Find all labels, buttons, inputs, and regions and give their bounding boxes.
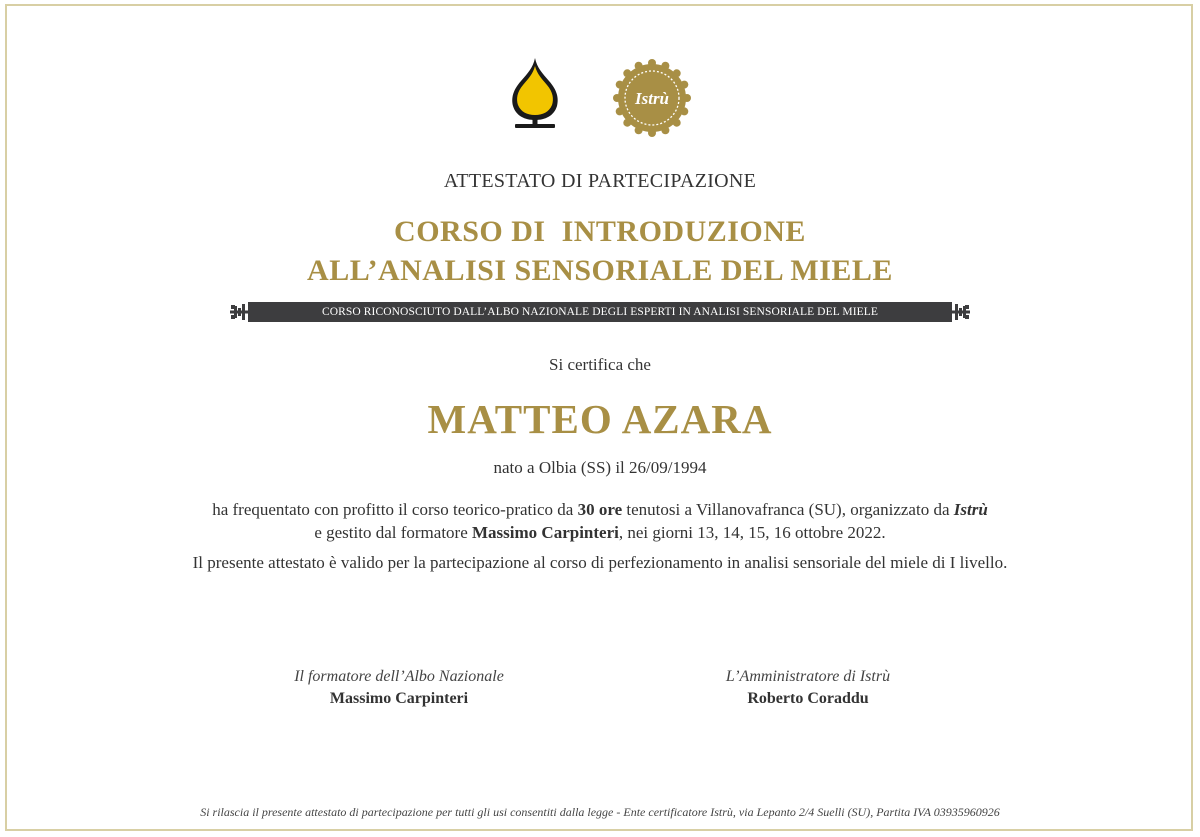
participant-name: MATTEO AZARA — [427, 396, 773, 442]
svg-text:Istrù: Istrù — [634, 89, 670, 108]
left-signature-role: Il formatore dell’Albo Nazionale — [294, 668, 504, 685]
course-title-line1: CORSO DI INTRODUZIONE — [394, 215, 806, 248]
right-signature-role: L’Amministratore di Istrù — [725, 668, 891, 685]
birth-info: nato a Olbia (SS) il 26/09/1994 — [493, 458, 707, 477]
drop-logo-icon — [507, 56, 563, 132]
certificate-subtitle: ATTESTATO DI PARTECIPAZIONE — [443, 170, 757, 192]
text-segment: e gestito dal formatore — [314, 523, 473, 542]
right-signature-name: Roberto Coraddu — [747, 690, 869, 707]
trainer-name: Massimo Carpinteri — [472, 523, 619, 542]
footer-legal-note: Si rilascia il presente attestato di partecipazione per tutti gli usi consentiti dalla legge - Ente certificatore Istrù, via Lepanto 2/4 Suelli (SU), Partita IVA 03935960926 — [200, 805, 1000, 819]
course-hours: 30 ore — [577, 500, 623, 519]
text-segment: tenutosi a Villanovafranca (SU), organizzato da — [622, 500, 954, 519]
left-signature-name: Massimo Carpinteri — [329, 690, 469, 707]
text-segment: ha frequentato con profitto il corso teorico-pratico da — [212, 500, 578, 519]
organizer-name: Istrù — [953, 500, 988, 519]
attendance-line-1 — [0, 500, 1200, 520]
certifies-that: Si certifica che — [549, 355, 651, 374]
validity-statement: Il presente attestato è valido per la partecipazione al corso di perfezionamento in analisi sensoriale del miele di I livello. — [192, 553, 1008, 572]
ribbon-text: CORSO RICONOSCIUTO DALL’ALBO NAZIONALE DEGLI ESPERTI IN ANALISI SENSORIALE DEL MIELE — [321, 306, 879, 318]
text-segment: , nei giorni 13, 14, 15, 16 ottobre 2022. — [618, 523, 886, 542]
istru-seal-logo-icon — [612, 58, 692, 138]
logos — [0, 56, 1200, 136]
attendance-line-2 — [0, 523, 1200, 543]
course-title-line2: ALL’ANALISI SENSORIALE DEL MIELE — [307, 254, 893, 287]
